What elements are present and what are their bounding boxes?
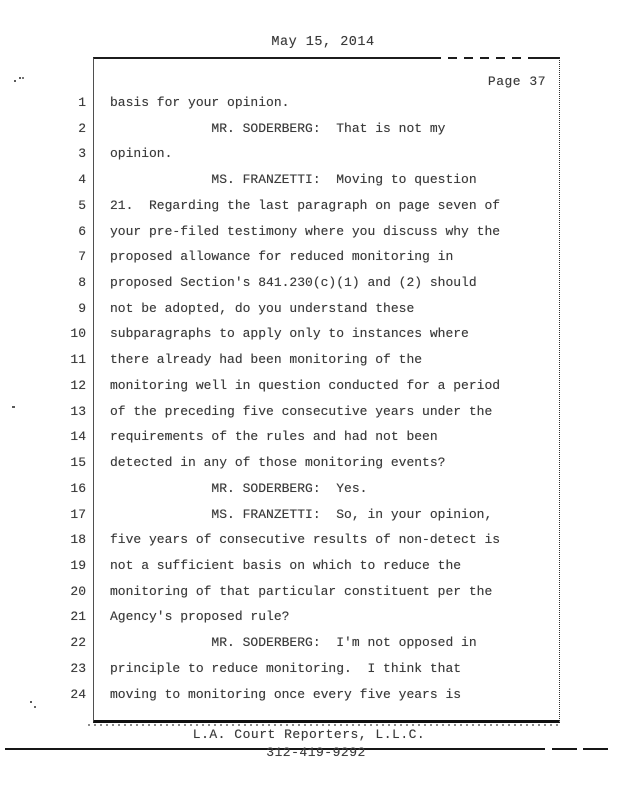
- transcript-line: [0, 450, 618, 476]
- transcript-line: [0, 476, 618, 502]
- line-text: of the preceding five consecutive years under the: [110, 403, 493, 419]
- line-number: 17: [70, 506, 86, 522]
- line-text: not a sufficient basis on which to reduce the: [110, 557, 462, 573]
- line-text: five years of consecutive results of non-detect is: [110, 532, 501, 548]
- line-text: Agency's proposed rule?: [110, 609, 290, 625]
- transcript-body: [0, 90, 618, 707]
- line-text: your pre-filed testimony where you discuss why the: [110, 223, 501, 239]
- transcript-line: [0, 219, 618, 245]
- line-number: 8: [78, 275, 86, 291]
- transcript-line: [0, 502, 618, 528]
- transcript-line: [0, 604, 618, 630]
- line-text: principle to reduce monitoring. I think that: [110, 660, 462, 676]
- line-text: basis for your opinion.: [110, 95, 290, 110]
- line-number: 16: [70, 480, 86, 496]
- line-text: monitoring of that particular constituent per the: [110, 583, 493, 599]
- scan-speck: [14, 80, 16, 82]
- line-number: 7: [78, 249, 86, 265]
- transcript-line: [0, 347, 618, 373]
- transcript-line: [0, 527, 618, 553]
- line-text: MS. FRANZETTI: So, in your opinion,: [110, 506, 493, 522]
- footer-phone: 312-419-9292: [266, 745, 366, 760]
- line-text: proposed allowance for reduced monitoring in: [110, 249, 454, 265]
- line-number: 18: [70, 532, 86, 548]
- transcript-line: [0, 116, 618, 142]
- line-number: 1: [78, 95, 86, 110]
- line-text: monitoring well in question conducted for a period: [110, 377, 501, 393]
- transcript-line: [0, 656, 618, 682]
- line-number: 15: [70, 455, 86, 471]
- transcript-line: [0, 373, 618, 399]
- line-number: 9: [78, 300, 86, 316]
- line-number: 13: [70, 403, 86, 419]
- page-number-label: Page 37: [487, 74, 546, 89]
- transcript-line: [0, 193, 618, 219]
- line-number: 12: [70, 377, 86, 393]
- transcript-line: [0, 553, 618, 579]
- transcript-line: [0, 141, 618, 167]
- transcript-line: [0, 270, 618, 296]
- line-text: MR. SODERBERG: Yes.: [110, 480, 368, 496]
- line-number: 5: [78, 197, 86, 213]
- line-number: 23: [70, 660, 86, 676]
- footer-company: L.A. Court Reporters, L.L.C.: [192, 727, 426, 742]
- line-text: not be adopted, do you understand these: [110, 300, 415, 316]
- scan-speck: [12, 406, 15, 408]
- line-number: 21: [70, 609, 86, 625]
- line-number: 22: [70, 635, 86, 651]
- transcript-line: [0, 682, 618, 708]
- line-text: subparagraphs to apply only to instances where: [110, 326, 469, 342]
- line-number: 3: [78, 146, 86, 162]
- line-number: 4: [78, 172, 86, 188]
- transcript-line: [0, 424, 618, 450]
- scan-noise-line: [88, 724, 560, 726]
- line-text: MR. SODERBERG: I'm not opposed in: [110, 635, 477, 651]
- transcript-line: [0, 579, 618, 605]
- transcript-line: [0, 167, 618, 193]
- line-text: 21. Regarding the last paragraph on page seven of: [110, 197, 501, 213]
- line-number: 20: [70, 583, 86, 599]
- line-text: opinion.: [110, 146, 173, 162]
- header-date: May 15, 2014: [271, 35, 375, 50]
- line-text: detected in any of those monitoring events?: [110, 455, 446, 471]
- line-number: 19: [70, 557, 86, 573]
- line-text: MS. FRANZETTI: Moving to question: [110, 172, 477, 188]
- line-text: there already had been monitoring of the: [110, 352, 423, 368]
- line-number: 11: [70, 352, 86, 368]
- transcript-line: [0, 296, 618, 322]
- top-border-dash-artifact: [441, 57, 533, 60]
- line-number: 2: [78, 120, 86, 136]
- line-text: proposed Section's 841.230(c)(1) and (2) should: [110, 275, 477, 291]
- line-text: MR. SODERBERG: That is not my: [110, 120, 446, 136]
- transcript-line: [0, 630, 618, 656]
- transcript-line: [0, 90, 618, 116]
- line-text: requirements of the rules and had not been: [110, 429, 438, 445]
- transcript-line: [0, 399, 618, 425]
- transcript-line: [0, 321, 618, 347]
- line-number: 10: [70, 326, 86, 342]
- transcript-line: [0, 244, 618, 270]
- line-number: 6: [78, 223, 86, 239]
- line-text: moving to monitoring once every five years is: [110, 686, 462, 702]
- line-number: 14: [70, 429, 86, 445]
- scan-speck: [30, 701, 32, 703]
- line-number: 24: [70, 686, 86, 702]
